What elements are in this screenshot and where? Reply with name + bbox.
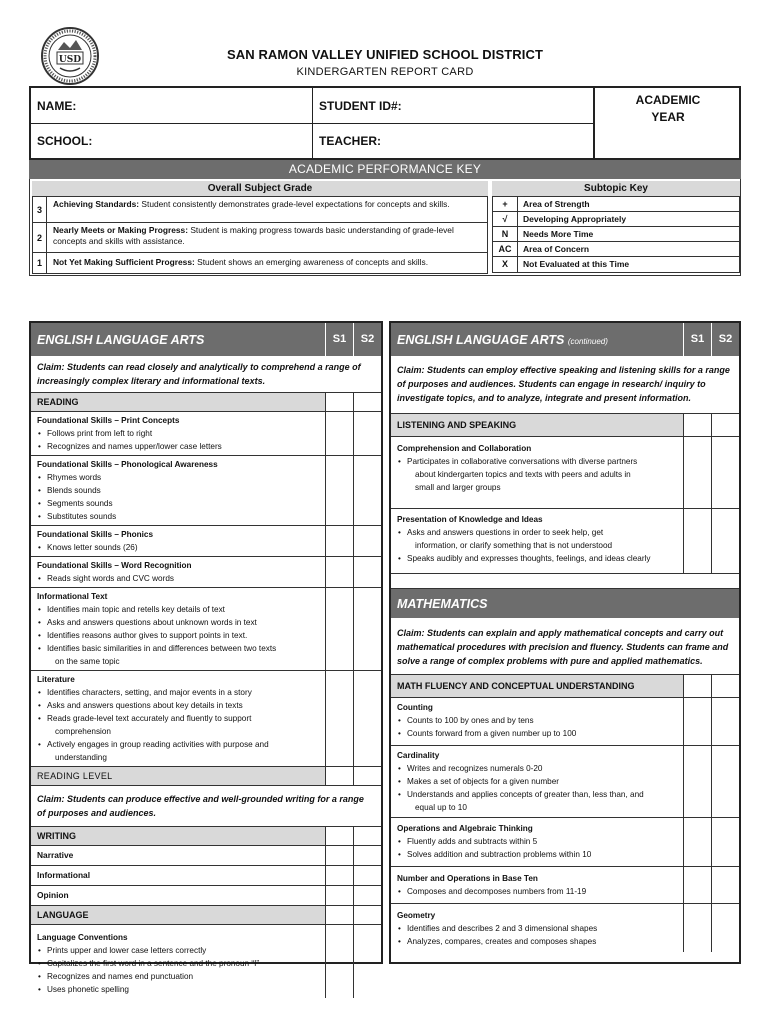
grade-cell-s1[interactable] [683, 746, 711, 817]
grade-cell-s1[interactable] [325, 526, 353, 556]
school-label: SCHOOL: [37, 134, 93, 148]
reading-row [31, 393, 381, 412]
grade-row-3: 3 Achieving Standards: Student consistently demonstrates grade-level expectations for concepts and skills. [33, 197, 487, 223]
grade-cell-s2[interactable] [711, 746, 739, 817]
academic-year-field[interactable] [595, 88, 741, 158]
subtopic-row: X Not Evaluated at this Time [493, 257, 739, 272]
grade-cell-s1[interactable] [325, 671, 353, 766]
writing-row [31, 827, 381, 846]
student-info-box [29, 86, 741, 160]
grade-number: 2 [33, 223, 47, 252]
academic-year-label: ACADEMIC YEAR [635, 93, 701, 124]
list-item: • Analyzes, compares, creates and composes shapes [397, 935, 679, 948]
grade-cell-s1[interactable] [325, 412, 353, 455]
listening-speaking-heading: LISTENING AND SPEAKING [397, 420, 517, 430]
geometry-row [391, 904, 739, 952]
reading-level-heading: READING LEVEL [37, 771, 113, 781]
grade-cell-s1[interactable] [325, 886, 353, 905]
reading-heading: READING [37, 397, 79, 407]
list-item-continuation: small and larger groups [415, 483, 501, 492]
opinion-row [31, 886, 381, 906]
cardinality-title: Cardinality [397, 751, 440, 760]
grade-cell-s1[interactable] [325, 925, 353, 998]
conventions-title: Language Conventions [37, 933, 128, 942]
speaking-claim: Claim: Students can employ effective speaking and listening skills for a range of purposes and audiences. Students can engage in research/ inquiry to investigate topics, and to analyze, integrate and present information. [391, 356, 739, 414]
grade-cell-s1[interactable] [325, 588, 353, 670]
semester-2-heading: S2 [711, 323, 739, 356]
ela-title: ENGLISH LANGUAGE ARTS [37, 332, 205, 347]
list-item: • Identifies and describes 2 and 3 dimensional shapes [397, 922, 679, 935]
student-id-label: STUDENT ID#: [319, 98, 402, 113]
list-item: • Recognizes and names upper/lower case letters [37, 440, 321, 453]
grade-cell-s1[interactable] [683, 867, 711, 903]
list-item: • Recognizes and names end punctuation [37, 970, 321, 983]
informational-label: Informational [37, 870, 91, 880]
overall-grade-table [32, 196, 488, 274]
grade-cell-s1[interactable] [683, 509, 711, 573]
list-item-continuation: on the same topic [55, 657, 120, 666]
ela-continued-header [391, 323, 739, 356]
list-item: • Makes a set of objects for a given number [397, 775, 679, 788]
list-item-continuation: about kindergarten topics and texts with peers and adults in [415, 470, 631, 479]
list-item: • Identifies reasons author gives to support points in text. [37, 629, 321, 642]
math-header [391, 588, 739, 618]
grade-row-2: 2 Nearly Meets or Making Progress: Student is making progress towards basic understanding of grade-level concepts and skills with assistance. [33, 223, 487, 253]
list-item: • Blends sounds [37, 484, 321, 497]
comprehension-title: Comprehension and Collaboration [397, 444, 532, 453]
list-item: • Asks and answers questions about key details in texts [37, 699, 321, 712]
grade-cell-s2[interactable] [353, 393, 381, 411]
reading-level-row [31, 767, 381, 786]
list-item: • Identifies basic similarities in and differences between two texts [37, 642, 321, 655]
list-item: • Prints upper and lower case letters correctly [37, 944, 321, 957]
base-ten-title: Number and Operations in Base Ten [397, 874, 538, 883]
report-card-subtitle: KINDERGARTEN REPORT CARD [296, 66, 474, 78]
subtopic-row: + Area of Strength [493, 197, 739, 212]
listening-speaking-row [391, 414, 739, 437]
list-item: • Writes and recognizes numerals 0-20 [397, 762, 679, 775]
subtopic-row: AC Area of Concern [493, 242, 739, 257]
grade-cell-s1[interactable] [325, 456, 353, 525]
grade-cell-s1[interactable] [683, 437, 711, 508]
list-item: • Actively engages in group reading activities with purpose and [37, 738, 321, 751]
list-item: • Understands and applies concepts of greater than, less than, and [397, 788, 679, 801]
writing-heading: WRITING [37, 831, 76, 841]
list-item: • Segments sounds [37, 497, 321, 510]
language-row [31, 906, 381, 925]
performance-key [29, 179, 741, 276]
list-item: • Counts to 100 by ones and by tens [397, 714, 679, 727]
school-field[interactable] [31, 124, 313, 158]
phonics-title: Foundational Skills – Phonics [37, 530, 154, 539]
grade-cell-s2[interactable] [711, 414, 739, 436]
list-item: • Reads sight words and CVC words [37, 572, 321, 585]
grade-cell-s2[interactable] [353, 456, 381, 525]
grade-cell-s1[interactable] [325, 827, 353, 845]
narrative-row [31, 846, 381, 866]
grade-cell-s2[interactable] [353, 671, 381, 766]
list-item: • Identifies characters, setting, and major events in a story [37, 686, 321, 699]
grade-row-1: 1 Not Yet Making Sufficient Progress: Student shows an emerging awareness of concepts and skills. [33, 253, 487, 273]
list-item: • Composes and decomposes numbers from 11-19 [397, 885, 679, 898]
semester-1-heading: S1 [325, 323, 353, 356]
grade-cell-s1[interactable] [683, 414, 711, 436]
district-title: SAN RAMON VALLEY UNIFIED SCHOOL DISTRICT [226, 47, 543, 62]
teacher-label: TEACHER: [319, 134, 381, 148]
subtopic-key-table [492, 196, 740, 273]
cardinality-row [391, 746, 739, 818]
list-item: • Identifies main topic and retells key details of text [37, 603, 321, 616]
overall-grade-heading: Overall Subject Grade [32, 181, 488, 196]
opinion-label: Opinion [37, 890, 69, 900]
word-recognition-title: Foundational Skills – Word Recognition [37, 561, 192, 570]
subtopic-row: √ Developing Appropriately [493, 212, 739, 227]
literature-row [31, 671, 381, 767]
base-ten-row [391, 867, 739, 904]
performance-key-title: ACADEMIC PERFORMANCE KEY [29, 160, 741, 179]
literature-title: Literature [37, 675, 75, 684]
grade-cell-s1[interactable] [325, 866, 353, 885]
name-field[interactable] [31, 88, 313, 124]
grade-cell-s2[interactable] [711, 698, 739, 745]
informational-text-row [31, 588, 381, 671]
list-item: • Capitalizes the first word in a sentence and the pronoun “I” [37, 957, 321, 970]
comprehension-row [391, 437, 739, 509]
grade-cell-s2[interactable] [353, 886, 381, 905]
subtopic-key-heading: Subtopic Key [492, 181, 740, 196]
grade-cell-s2[interactable] [711, 675, 739, 697]
ela-continued-title: ENGLISH LANGUAGE ARTS (continued) [397, 332, 608, 347]
ela-continued-column [389, 321, 741, 964]
grade-cell-s1[interactable] [325, 846, 353, 865]
list-item-continuation: comprehension [55, 727, 111, 736]
counting-row [391, 698, 739, 746]
grade-cell-s1[interactable] [683, 904, 711, 952]
grade-cell-s1[interactable] [325, 767, 353, 785]
operations-title: Operations and Algebraic Thinking [397, 824, 533, 833]
subtopic-row: N Needs More Time [493, 227, 739, 242]
presentation-title: Presentation of Knowledge and Ideas [397, 515, 543, 524]
grade-cell-s2[interactable] [353, 866, 381, 885]
grade-cell-s1[interactable] [325, 906, 353, 924]
presentation-row [391, 509, 739, 574]
grade-cell-s2[interactable] [353, 925, 381, 998]
semester-1-heading: S1 [683, 323, 711, 356]
grade-cell-s1[interactable] [325, 393, 353, 411]
list-item: • Rhymes words [37, 471, 321, 484]
grade-cell-s2[interactable] [353, 526, 381, 556]
grade-cell-s2[interactable] [353, 767, 381, 785]
word-recognition-row [31, 557, 381, 588]
grade-cell-s1[interactable] [683, 818, 711, 866]
grade-cell-s2[interactable] [711, 437, 739, 508]
informational-text-title: Informational Text [37, 592, 108, 601]
semester-2-heading: S2 [353, 323, 381, 356]
grade-cell-s1[interactable] [683, 675, 711, 697]
reading-claim: Claim: Students can read closely and analytically to comprehend a range of increasingly complex literary and informational texts. [31, 356, 381, 393]
operations-row [391, 818, 739, 867]
print-concepts-title: Foundational Skills – Print Concepts [37, 416, 180, 425]
grade-cell-s1[interactable] [325, 557, 353, 587]
grade-cell-s2[interactable] [353, 412, 381, 455]
writing-claim: Claim: Students can produce effective and well-grounded writing for a range of purposes and audiences. [31, 786, 381, 827]
list-item: • Knows letter sounds (26) [37, 541, 321, 554]
seal-lettering: USD [58, 55, 82, 65]
list-item: • Counts forward from a given number up to 100 [397, 727, 679, 740]
ela-header [31, 323, 381, 356]
grade-cell-s2[interactable] [711, 509, 739, 573]
list-item: • Follows print from left to right [37, 427, 321, 440]
grade-number: 3 [33, 197, 47, 222]
geometry-title: Geometry [397, 911, 436, 920]
phonics-row [31, 526, 381, 557]
grade-cell-s2[interactable] [353, 906, 381, 924]
list-item: • Participates in collaborative conversations with diverse partners [397, 455, 679, 468]
grade-number: 1 [33, 253, 47, 273]
list-item: • Solves addition and subtraction problems within 10 [397, 848, 679, 861]
phonological-row [31, 456, 381, 526]
student-id-field[interactable] [313, 88, 595, 124]
conventions-row [31, 925, 381, 998]
teacher-field[interactable] [313, 124, 595, 158]
name-label: NAME: [37, 98, 77, 113]
list-item: • Substitutes sounds [37, 510, 321, 523]
math-claim: Claim: Students can explain and apply mathematical concepts and carry out mathematical procedures with precision and fluency. Students can frame and solve a range of complex problems with pure and applied mathematics. [391, 618, 739, 675]
list-item: • Reads grade-level text accurately and fluently to support [37, 712, 321, 725]
list-item: • Uses phonetic spelling [37, 983, 321, 996]
list-item: • Asks and answers questions in order to seek help, get [397, 526, 679, 539]
grade-cell-s2[interactable] [353, 557, 381, 587]
language-heading: LANGUAGE [37, 910, 89, 920]
grade-cell-s2[interactable] [711, 867, 739, 903]
ela-column [29, 321, 383, 994]
grade-cell-s2[interactable] [711, 818, 739, 866]
grade-cell-s1[interactable] [683, 698, 711, 745]
math-title: MATHEMATICS [397, 596, 488, 611]
grade-cell-s2[interactable] [711, 904, 739, 952]
list-item: • Asks and answers questions about unknown words in text [37, 616, 321, 629]
grade-cell-s2[interactable] [353, 846, 381, 865]
grade-cell-s2[interactable] [353, 827, 381, 845]
math-fluency-row [391, 675, 739, 698]
list-item: • Speaks audibly and expresses thoughts, feelings, and ideas clearly [397, 552, 679, 565]
list-item-continuation: equal up to 10 [415, 803, 467, 812]
math-fluency-heading: MATH FLUENCY AND CONCEPTUAL UNDERSTANDING [397, 681, 635, 691]
counting-title: Counting [397, 703, 433, 712]
list-item-continuation: understanding [55, 753, 107, 762]
narrative-label: Narrative [37, 850, 74, 860]
list-item-continuation: information, or clarify something that is not understood [415, 541, 613, 550]
print-concepts-row [31, 412, 381, 456]
informational-writing-row [31, 866, 381, 886]
phonological-title: Foundational Skills – Phonological Awareness [37, 460, 218, 469]
grade-cell-s2[interactable] [353, 588, 381, 670]
list-item: • Fluently adds and subtracts within 5 [397, 835, 679, 848]
